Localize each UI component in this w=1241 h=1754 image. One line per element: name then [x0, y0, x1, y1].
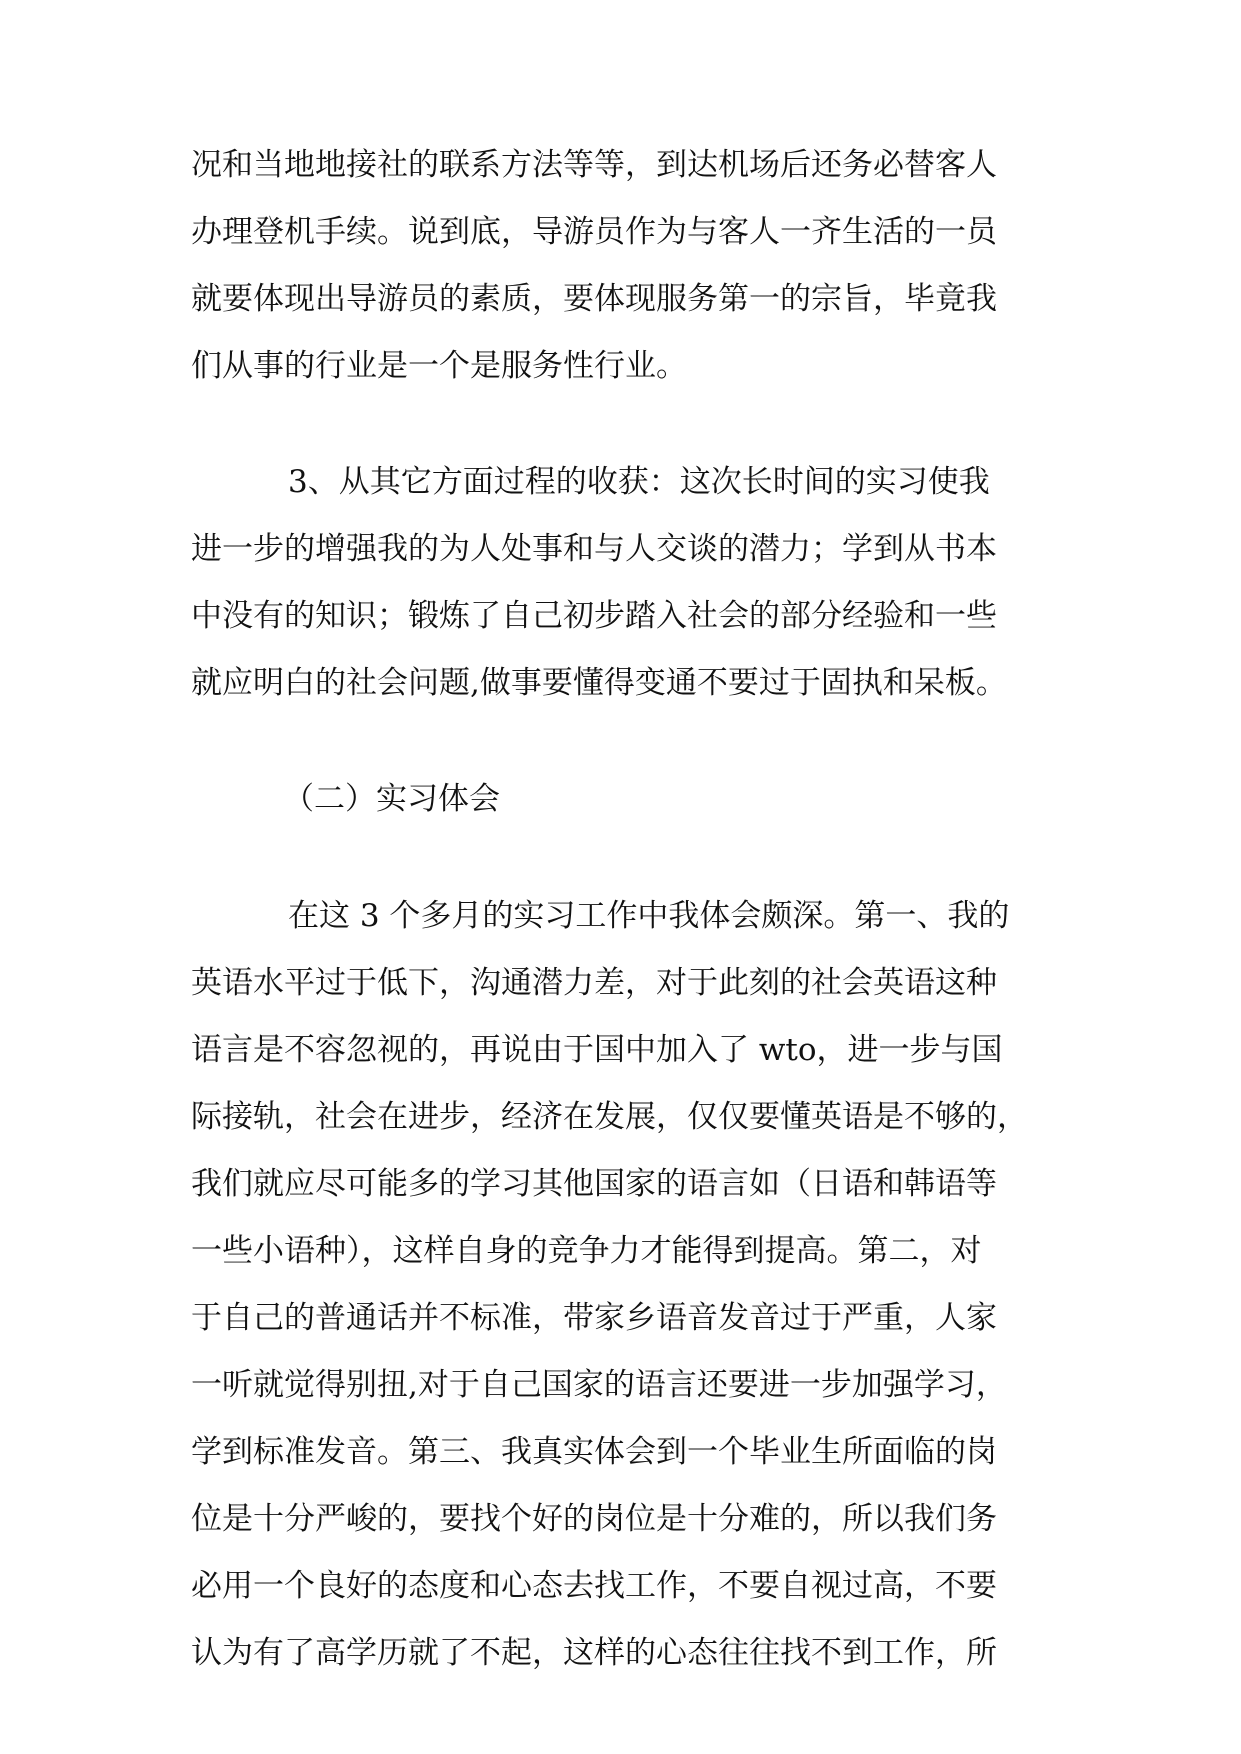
text-line: 进一步的增强我的为人处事和与人交谈的潜力；学到从书本	[191, 531, 997, 567]
text-line: 在这 3 个多月的实习工作中我体会颇深。第一、我的	[288, 898, 1010, 934]
text-line: 一听就觉得别扭,对于自己国家的语言还要进一步加强学习，	[191, 1367, 1007, 1403]
text-line: 们从事的行业是一个是服务性行业。	[191, 348, 687, 384]
text-line: 办理登机手续。说到底，导游员作为与客人一齐生活的一员	[191, 214, 997, 250]
text-line: 况和当地地接社的联系方法等等，到达机场后还务必替客人	[191, 147, 997, 183]
text-line: 3、从其它方面过程的收获：这次长时间的实习使我	[288, 464, 990, 500]
text-line: 语言是不容忽视的，再说由于国中加入了 wto，进一步与国	[191, 1032, 1003, 1068]
text-line: 必用一个良好的态度和心态去找工作，不要自视过高，不要	[191, 1568, 997, 1604]
text-line: 就要体现出导游员的素质，要体现服务第一的宗旨，毕竟我	[191, 281, 997, 317]
text-line: 我们就应尽可能多的学习其他国家的语言如（日语和韩语等	[191, 1166, 997, 1202]
text-line: 位是十分严峻的，要找个好的岗位是十分难的，所以我们务	[191, 1501, 997, 1537]
text-line: 一些小语种），这样自身的竞争力才能得到提高。第二，对	[191, 1233, 982, 1269]
text-line: 就应明白的社会问题,做事要懂得变通不要过于固执和呆板。	[191, 665, 1007, 701]
text-line: 际接轨，社会在进步，经济在发展，仅仅要懂英语是不够的，	[191, 1099, 1028, 1135]
section-heading-text: （二）实习体会	[283, 781, 500, 817]
text-line: 认为有了高学历就了不起，这样的心态往往找不到工作，所	[191, 1635, 997, 1671]
text-line: 学到标准发音。第三、我真实体会到一个毕业生所面临的岗	[191, 1434, 997, 1470]
text-line: 于自己的普通话并不标准，带家乡语音发音过于严重，人家	[191, 1300, 997, 1336]
text-line: 中没有的知识；锻炼了自己初步踏入社会的部分经验和一些	[191, 598, 997, 634]
text-line: 英语水平过于低下，沟通潜力差，对于此刻的社会英语这种	[191, 965, 997, 1001]
